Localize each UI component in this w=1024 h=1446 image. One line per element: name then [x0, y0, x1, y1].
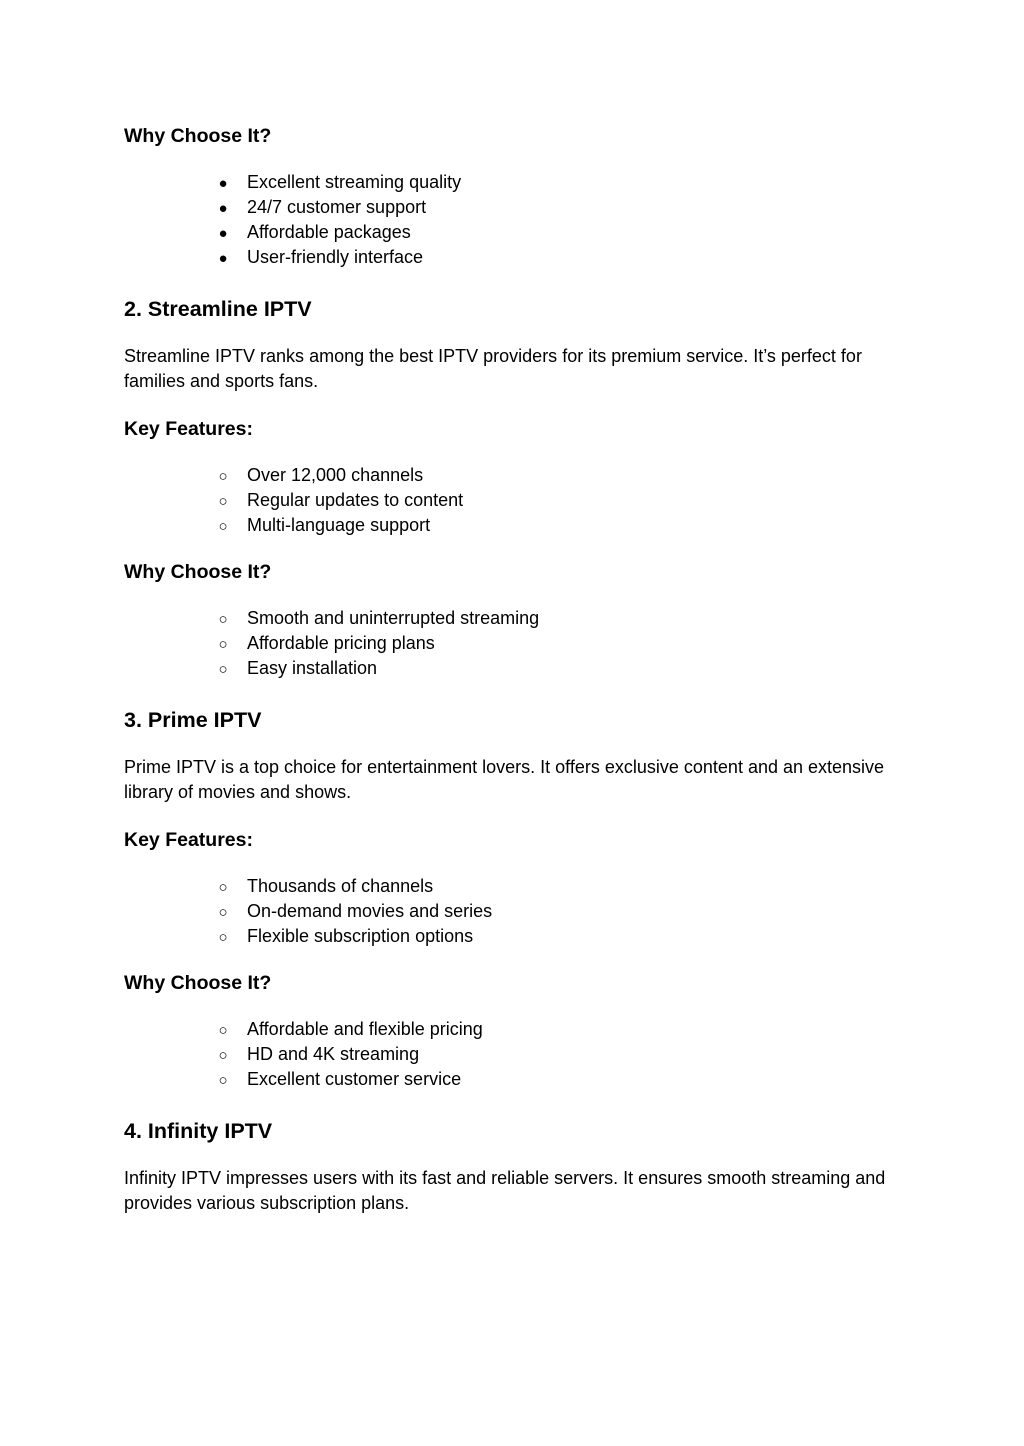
section-intro: Prime IPTV is a top choice for entertainment lovers. It offers exclusive content and an extensive library of movies and shows.	[124, 757, 885, 802]
bullet-disc-icon	[215, 195, 231, 221]
bullet-circle-icon	[215, 1067, 231, 1093]
bullet-circle-icon	[215, 874, 231, 900]
section-intro: Streamline IPTV ranks among the best IPTV providers for its premium service. It’s perfect for families and sports fans.	[124, 346, 862, 391]
bullet-circle-icon	[215, 1042, 231, 1068]
section-intro: Infinity IPTV impresses users with its fast and reliable servers. It ensures smooth streaming and provides various subscription plans.	[124, 1168, 886, 1213]
why-choose-heading: Why Choose It?	[124, 125, 272, 147]
key-features-heading: Key Features:	[124, 418, 253, 440]
bullet-circle-icon	[215, 488, 231, 514]
bullet-disc-icon	[215, 220, 231, 246]
why-choose-heading: Why Choose It?	[124, 561, 272, 583]
bullet-circle-icon	[215, 631, 231, 657]
bullet-circle-icon	[215, 1017, 231, 1043]
bullet-circle-icon	[215, 463, 231, 489]
bullet-circle-icon	[215, 606, 231, 632]
bullet-disc-icon	[215, 170, 231, 196]
bullet-circle-icon	[215, 899, 231, 925]
bullet-circle-icon	[215, 924, 231, 950]
bullet-circle-icon	[215, 656, 231, 682]
bullet-disc-icon	[215, 245, 231, 271]
document-page: Why Choose It? ● Excellent streaming quality ● 24/7 customer support ● Affordable packages ● User-friendly interface 2. Streamline IPTV Streamline IPTV ranks among the best IPTV providers for its premium service. It’s perfect for families and sports fans. Key Features: ○ Over 12,000 channels ○ Regular updates to content ○ Multi-language support Why Choose It? ○ Smooth and uninterrupted streaming ○ Affordable pricing plans ○ Easy installation 3. Prime IPTV Prime IPTV is a top choice for entertainment lovers. It offers exclusive content and an extensive library of movies and shows. Key Features: ○ Thousands of channels ○ On-demand movies and series ○ Flexible subscription options Why Choose It? ○ Affordable and flexible pricing ○ HD and 4K streaming ○ Excellent customer service 4. Infinity IPTV Infinity IPTV impresses users with its fast and reliable servers. It ensures smooth streaming and provides various subscription plans.	[0, 0, 1024, 1446]
why-choose-heading: Why Choose It?	[124, 972, 272, 994]
bullet-circle-icon	[215, 513, 231, 539]
section-title: 3. Prime IPTV	[124, 708, 262, 732]
section-title: 4. Infinity IPTV	[124, 1119, 273, 1143]
key-features-heading: Key Features:	[124, 829, 253, 851]
section-title: 2. Streamline IPTV	[124, 297, 312, 321]
